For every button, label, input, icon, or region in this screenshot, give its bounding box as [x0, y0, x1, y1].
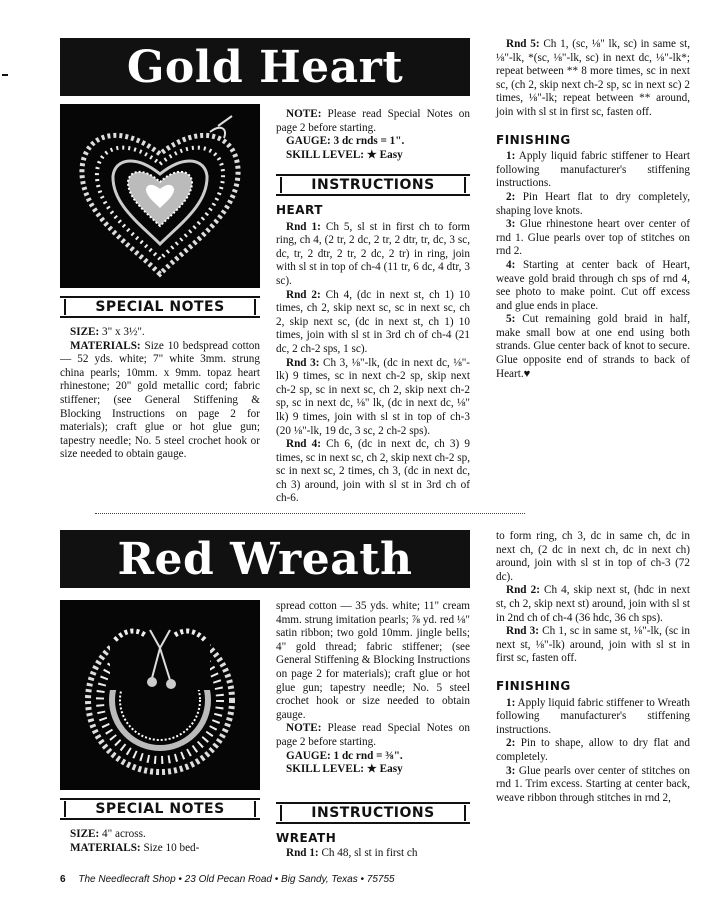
- heart-rnd-2: Rnd 2: Ch 4, (dc in next st, ch 1) 10 times, ch 2, skip next sc, sc in next sc, ch 2, skip next sc, (dc in next st, ch 1) 10 times, join with sl st in 3rd ch of ch-4 (21 dc, 2 ch-2 sps, 1 sc).: [276, 288, 470, 355]
- gold-heart-size: SIZE: 3" x 3½".: [70, 326, 145, 338]
- red-wreath-title: Red Wreath: [117, 533, 413, 585]
- gold-heart-gauge: GAUGE: 3 dc rnds = 1".: [286, 135, 405, 148]
- gold-heart-special-notes-column: [60, 326, 260, 462]
- heart-label: HEART: [276, 203, 323, 217]
- gold-heart-instructions-header: [276, 174, 470, 196]
- margin-mark: [2, 74, 8, 76]
- wreath-doily-image: [60, 600, 260, 790]
- red-wreath-size: SIZE: 4" across.: [70, 828, 146, 840]
- heart-rnd-4: Rnd 4: Ch 6, (dc in next dc, ch 3) 9 times, sc in next sc, ch 2, skip next ch-2 sp, sc in next sc, 2 times, ch 3, (dc in next dc, ch 3) around, join with sl st in 3rd ch of ch-6.: [276, 438, 471, 505]
- wreath-rnd-3: Rnd 3: Ch 1, sc in same st, ⅛"-lk, (sc in next st, ⅛"-lk) around, join with sl st in first sc, fasten off.: [496, 625, 690, 665]
- footer-address: The Needlecraft Shop • 23 Old Pecan Road • Big Sandy, Texas • 75755: [78, 874, 395, 885]
- gold-heart-right-column: [496, 38, 690, 381]
- heart-finishing-3: 3: Glue rhinestone heart over center of rnd 1. Glue pearls over top of stitches on rnd 2.: [496, 218, 690, 258]
- heart-finishing-1: 1: Apply liquid fabric stiffener to Heart following manufacturer's stiffening instructions.: [496, 150, 690, 190]
- gold-heart-title: Gold Heart: [126, 41, 404, 93]
- heart-finishing-2: 2: Pin Heart flat to dry completely, shaping love knots.: [496, 190, 690, 217]
- special-notes-heading: SPECIAL NOTES: [95, 299, 225, 315]
- red-wreath-special-notes-header: [60, 798, 260, 820]
- red-wreath-special-notes-column: [60, 828, 260, 855]
- heart-doily-image: [60, 104, 260, 288]
- gold-heart-materials: MATERIALS: Size 10 bedspread cotton — 52 yds. white; 7" white 3mm. strung china pearls; 10mm. x 9mm. topaz heart rhinestone; 20" gold metallic cord; fabric stiffener; (see General Stiffening & Blocking Instructions on page 2 for materials); craft glue or hot glue gun; tapestry needle; No. 5 steel crochet hook or size needed to obtain gauge.: [60, 339, 260, 461]
- instructions-heading: INSTRUCTIONS: [311, 805, 435, 821]
- wreath-label: WREATH: [276, 831, 337, 845]
- wreath-finishing-2: 2: Pin to shape, allow to dry flat and completely.: [496, 737, 690, 763]
- red-wreath-middle-column: [276, 600, 470, 777]
- heart-rnd-3: Rnd 3: Ch 3, ⅛"-lk, (dc in next dc, ⅛"-lk) 9 times, sc in next ch-2 sp, skip next ch-2 sp, sc in next sc, ch 2, skip next ch-2 sp, sc in next dc, ⅛" lk, (dc in next dc, ⅛" lk) 9 times, join with sl st in top of ch-3 (20 ⅛"-lk, 19 dc, 3 sc, 2 ch-2 sps).: [276, 356, 471, 437]
- red-wreath-materials-cont: spread cotton — 35 yds. white; 11" cream 4mm. strung imitation pearls; ⅞ yd. red ⅛" satin ribbon; two gold 10mm. jingle bells; 4" gold thread; fabric stiffener; (see General Stiffening & Blocking Instructions on page 2 for materials); craft glue or hot glue gun; tapestry needle; No. 5 steel crochet hook or size needed to obtain gauge.: [276, 600, 470, 721]
- red-wreath-note: NOTE: Please read Special Notes on page 2 before starting.: [276, 722, 470, 748]
- heart-finishing-4: 4: Starting at center back of Heart, weave gold braid through ch sps of rnd 4, see photo to make point. Cut off excess and glue ends in place.: [496, 258, 690, 312]
- red-wreath-instructions-header: [276, 802, 470, 824]
- red-wreath-title-banner: [60, 530, 470, 588]
- wreath-rnd-1-cont: to form ring, ch 3, dc in same ch, dc in next ch, (2 dc in next ch, dc in next ch) around, join with sl st in top of ch-3 (72 dc).: [496, 530, 690, 583]
- red-wreath-skill-level: SKILL LEVEL: ★ Easy: [286, 763, 403, 776]
- gold-heart-special-notes-header: [60, 296, 260, 318]
- gold-heart-instructions-column: [276, 204, 470, 506]
- gold-heart-note-column: [276, 108, 470, 162]
- gold-heart-title-banner: [60, 38, 470, 96]
- wreath-rnd-2: Rnd 2: Ch 4, skip next st, (hdc in next st, ch 2, skip next st) around, join with sl st in 2nd ch of ch-4 (36 hdc, 36 ch sps).: [496, 584, 690, 624]
- wreath-finishing-1: 1: Apply liquid fabric stiffener to Wreath following manufacturer's stiffening instructions.: [496, 696, 690, 736]
- heart-finishing-5: 5: Cut remaining gold braid in half, make small bow at one end using both strands. Glue center back of knot to secure. Glue opposite end of strands to back of Heart.♥: [496, 313, 690, 380]
- gold-heart-note: NOTE: Please read Special Notes on page 2 before starting.: [276, 108, 470, 134]
- red-wreath-photo: [60, 600, 260, 790]
- wreath-finishing-label: FINISHING: [496, 678, 571, 693]
- heart-rnd-5: Rnd 5: Ch 1, (sc, ⅛" lk, sc) in same st, ⅛"-lk, *(sc, ⅛"-lk, sc) in next dc, ⅛"-lk*; repeat between ** 8 more times, sc in next sc, (ch 2, skip next ch-2 sp, sc in next sc) 2 times, ⅛"-lk; repeat between ** around, join with sl st in first sc, fasten off.: [496, 38, 690, 118]
- section-divider: [95, 513, 525, 514]
- page-number: 6: [60, 874, 66, 885]
- instructions-heading: INSTRUCTIONS: [311, 177, 435, 193]
- wreath-finishing-3: 3: Glue pearls over center of stitches on rnd 1. Trim excess. Starting at center back, weave ribbon through stitches in rnd 2,: [496, 764, 690, 804]
- special-notes-heading: SPECIAL NOTES: [95, 801, 225, 817]
- gold-heart-skill-level: SKILL LEVEL: ★ Easy: [286, 148, 403, 161]
- heart-rnd-1: Rnd 1: Ch 5, sl st in first ch to form ring, ch 4, (2 tr, 2 dc, 2 tr, 2 dtr, tr, dc, 3 sc, dc, tr, 2 dtr, 2 tr, 2 dc, 2 tr) in ring, join with sl st in top of ch-4 (11 tr, 6 dc, 4 dtr, 3 sc).: [276, 220, 471, 287]
- red-wreath-instructions-column: [276, 832, 470, 860]
- red-wreath-gauge: GAUGE: 1 dc rnd = ⅜".: [286, 749, 403, 762]
- heart-finishing-label: FINISHING: [496, 132, 571, 147]
- page-footer: [60, 874, 395, 885]
- red-wreath-right-column: [496, 530, 690, 805]
- red-wreath-materials-start: MATERIALS: Size 10 bed-: [70, 841, 200, 854]
- wreath-rnd-1-start: Rnd 1: Ch 48, sl st in first ch: [286, 846, 418, 859]
- gold-heart-photo: [60, 104, 260, 288]
